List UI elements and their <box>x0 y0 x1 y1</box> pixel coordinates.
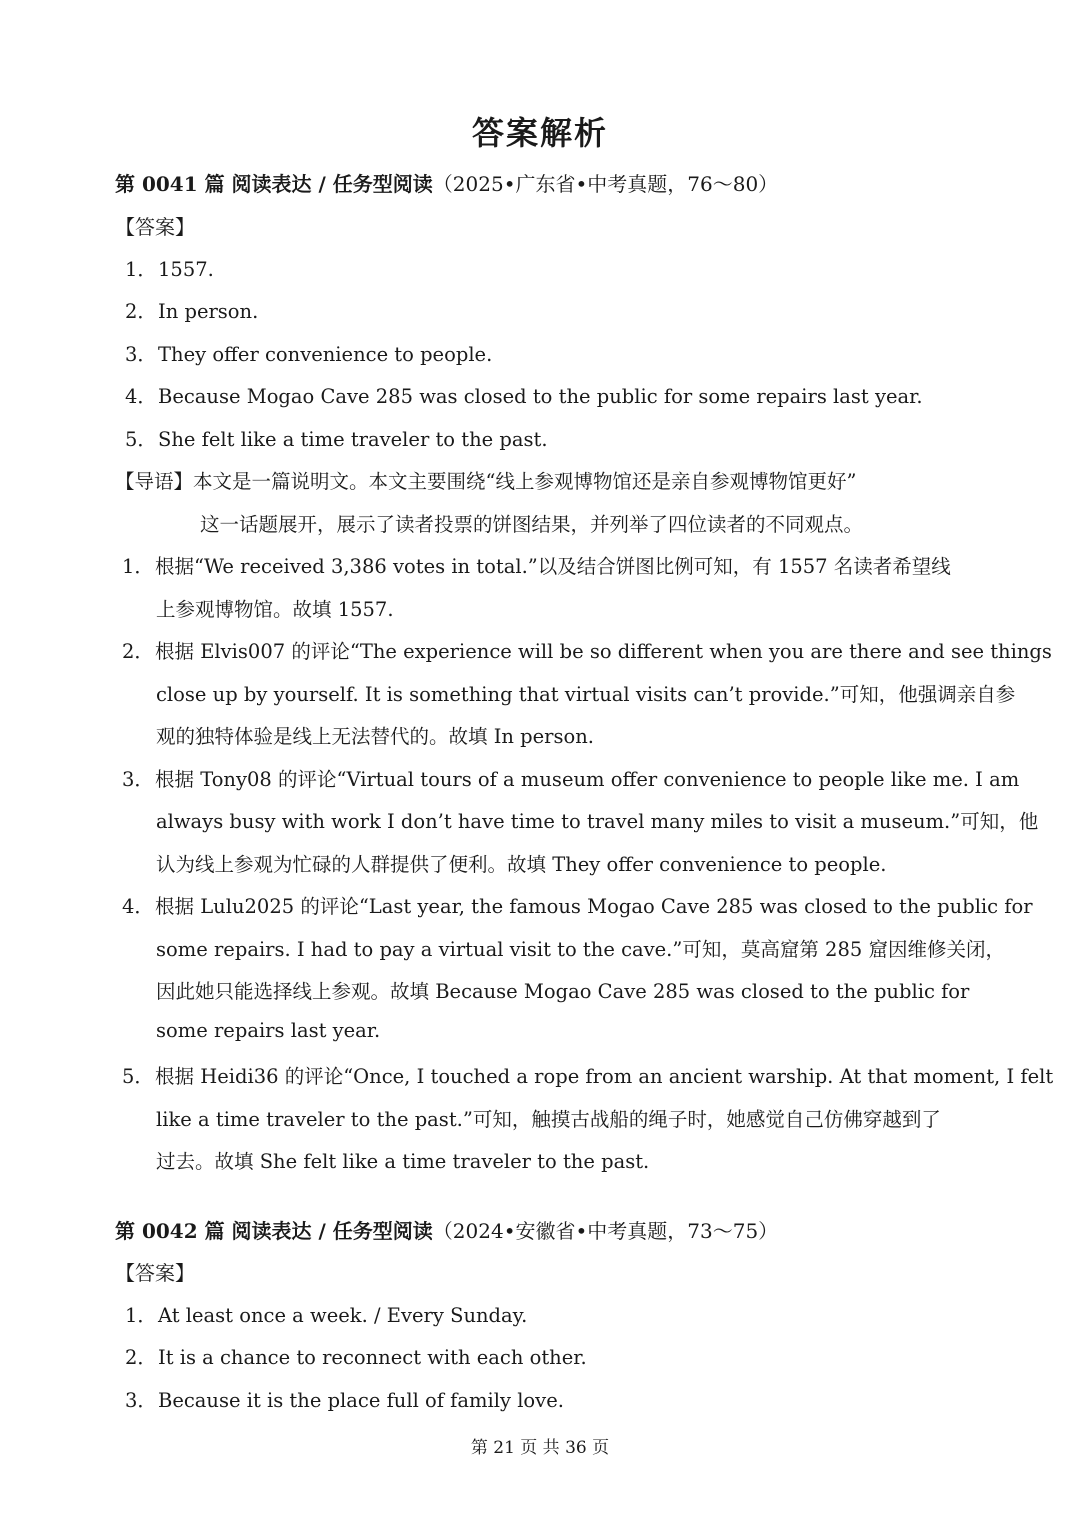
answer-tag: 【答案】 <box>115 215 195 239</box>
page-title: 答案解析 <box>471 114 608 152</box>
explanation-text: 根据 Lulu2025 的评论“Last year, the famous Mogao Cave 285 was closed to the public for <box>155 895 1033 918</box>
explanation-text: 根据 Elvis007 的评论“The experience will be so different when you are there and see things <box>155 640 1052 663</box>
answer-number: 1． <box>125 258 157 281</box>
answer-item <box>125 296 258 324</box>
answer-number: 5． <box>125 428 157 451</box>
guide-text-cont: 这一话题展开，展示了读者投票的饼图结果，并列举了四位读者的不同观点。 <box>200 513 864 536</box>
explanation-line: 过去。故填 She felt like a time traveler to the past. <box>156 1150 650 1173</box>
answer-number: 2． <box>125 1346 157 1369</box>
explanation-number: 1． <box>122 555 154 578</box>
section-0042-heading <box>115 1215 778 1244</box>
explanation-number: 4． <box>122 895 154 918</box>
page-footer: 第 21 页 共 36 页 <box>470 1438 610 1458</box>
section-source: （2025•广东省•中考真题，76～80） <box>432 172 779 196</box>
guide-paragraph <box>115 466 856 494</box>
answer-item <box>125 254 214 282</box>
explanation-number: 3． <box>122 768 154 791</box>
explanation-line: always busy with work I don’t have time to travel many miles to visit a museum.”可知，他 <box>156 810 1039 833</box>
answer-number: 1． <box>125 1304 157 1327</box>
answer-text: It is a chance to reconnect with each other. <box>158 1346 587 1369</box>
explanation-text: 根据 Heidi36 的评论“Once, I touched a rope from an ancient warship. At that moment, I felt <box>155 1065 1054 1088</box>
answer-text: They offer convenience to people. <box>158 343 493 366</box>
explanation-line: 因此她只能选择线上参观。故填 Because Mogao Cave 285 was closed to the public for <box>156 980 970 1003</box>
answer-text: At least once a week. / Every Sunday. <box>158 1304 528 1327</box>
explanation-number: 5． <box>122 1065 154 1088</box>
explanation-line: 上参观博物馆。故填 1557. <box>156 598 394 621</box>
section-heading-text: 第 0041 篇 阅读表达 / 任务型阅读 <box>115 172 433 196</box>
explanation-text: 根据 Tony08 的评论“Virtual tours of a museum offer convenience to people like me. I am <box>155 768 1020 791</box>
explanation-line <box>122 636 1052 664</box>
answer-number: 3． <box>125 1389 157 1412</box>
answer-text: In person. <box>158 300 259 323</box>
explanation-line: some repairs last year. <box>156 1019 381 1042</box>
section-source: （2024•安徽省•中考真题，73～75） <box>432 1219 779 1243</box>
answer-text: 1557. <box>158 258 214 281</box>
answer-item <box>125 1342 587 1370</box>
guide-tag: 【导语】 <box>115 470 194 493</box>
answer-text: Because Mogao Cave 285 was closed to the public for some repairs last year. <box>158 385 923 408</box>
explanation-line: like a time traveler to the past.”可知，触摸古战船的绳子时，她感觉自己仿佛穿越到了 <box>156 1108 941 1131</box>
answer-item <box>125 1385 564 1413</box>
explanation-line: 认为线上参观为忙碌的人群提供了便利。故填 They offer convenience to people. <box>156 853 887 876</box>
explanation-line <box>122 551 968 579</box>
answer-item <box>125 1300 527 1328</box>
answer-number: 3． <box>125 343 157 366</box>
explanation-number: 2． <box>122 640 154 663</box>
answer-item <box>125 339 492 367</box>
guide-text: 本文是一篇说明文。本文主要围绕“线上参观博物馆还是亲自参观博物馆更好” <box>193 470 857 493</box>
explanation-line: 观的独特体验是线上无法替代的。故填 In person. <box>156 725 595 748</box>
explanation-line <box>122 891 1033 919</box>
explanation-text: 根据“We received 3,386 votes in total.”以及结合饼图比例可知，有 1557 名读者希望线 <box>155 555 951 578</box>
answer-number: 4． <box>125 385 157 408</box>
answer-text: Because it is the place full of family love. <box>158 1389 564 1412</box>
section-0041-heading <box>115 168 778 197</box>
answer-text: She felt like a time traveler to the past. <box>158 428 548 451</box>
answer-number: 2． <box>125 300 157 323</box>
explanation-line: close up by yourself. It is something that virtual visits can’t provide.”可知，他强调亲自参 <box>156 683 1016 706</box>
answer-item <box>125 381 923 409</box>
explanation-line <box>122 1061 1054 1089</box>
answer-tag: 【答案】 <box>115 1261 195 1285</box>
answer-item <box>125 424 548 452</box>
explanation-line <box>122 764 1020 792</box>
section-heading-text: 第 0042 篇 阅读表达 / 任务型阅读 <box>115 1219 433 1243</box>
explanation-line: some repairs. I had to pay a virtual visit to the cave.”可知，莫高窟第 285 窟因维修关闭， <box>156 938 1005 961</box>
